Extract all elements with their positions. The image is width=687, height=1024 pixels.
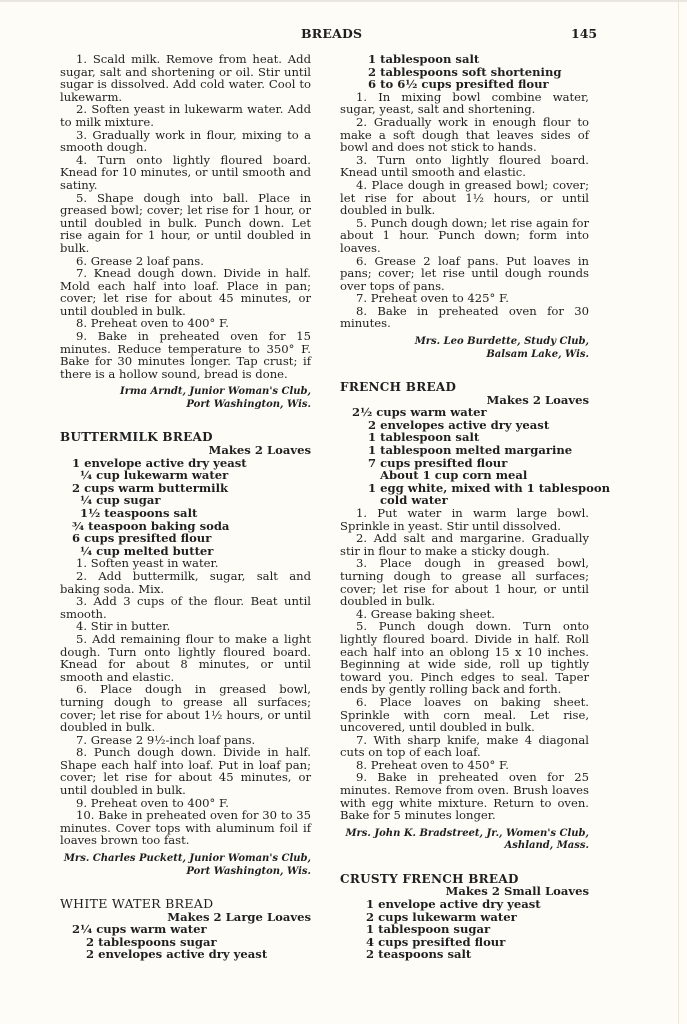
recipe-step: 5. Punch dough down; let rise again for about 1 hour. Punch down; form into loaves. <box>340 215 589 255</box>
ingredient: ¼ cup lukewarm water <box>80 468 229 483</box>
credit-location: Port Washington, Wis. <box>186 865 311 877</box>
continued-recipe-steps <box>60 53 311 380</box>
ingredient: 2 envelopes active dry yeast <box>86 947 268 962</box>
ingredient: 1 envelope active dry yeast <box>366 897 541 912</box>
ingredient: ¼ cup melted butter <box>80 543 214 558</box>
credit-name: Mrs. Leo Burdette, Study Club, <box>414 336 589 348</box>
recipe-yield: Makes 2 Large Loaves <box>167 909 311 924</box>
ingredient: 7 cups presifted flour <box>368 455 508 470</box>
ingredient: 2 tablespoons sugar <box>86 934 217 949</box>
credit-name: Mrs. John K. Bradstreet, Jr., Women's Club, <box>345 827 589 839</box>
recipe-step: 4. Place dough in greased bowl; cover; let rise for about 1½ hours, or until doubled in bulk. <box>340 177 589 218</box>
recipe-step: 1. Soften yeast in water. <box>76 556 219 571</box>
recipe-title: FRENCH BREAD <box>340 380 457 395</box>
credit-name: Mrs. Charles Puckett, Junior Woman's Club, <box>63 853 311 865</box>
recipe-step: 9. Preheat oven to 400° F. <box>76 795 229 810</box>
credit-location: Port Washington, Wis. <box>186 398 311 410</box>
ingredient: ¼ cup sugar <box>80 493 161 508</box>
credit-name: Irma Arndt, Junior Woman's Club, <box>120 386 311 398</box>
recipe-step: 1. Scald milk. Remove from heat. Add sugar, salt and shortening or oil. Stir until sugar is dissolved. Add cold water. Cool to lukewarm. <box>60 52 311 104</box>
recipe-step: 8. Punch dough down. Divide in half. Shape each half into loaf. Put in loaf pan; cover; let rise for about 45 minutes, or until doubled in bulk. <box>60 745 311 798</box>
ingredient: 1 tablespoon salt <box>368 430 480 445</box>
recipe-step: 4. Grease baking sheet. <box>356 606 495 621</box>
recipe-white-water-bread-continued <box>340 53 589 361</box>
recipe-step: 8. Preheat oven to 400° F. <box>76 316 229 331</box>
page-top-edge <box>0 0 687 2</box>
recipe-step: 7. Knead dough down. Divide in half. Mold each half into loaf. Place in pan; cover; let rise for about 45 minutes, or until doubled in bulk. <box>60 266 311 318</box>
recipe-step: 3. Turn onto lightly floured board. Knead until smooth and elastic. <box>340 152 589 180</box>
left-column <box>60 53 311 961</box>
section-title: BREADS <box>301 26 363 41</box>
ingredient: 1 tablespoon sugar <box>366 922 491 937</box>
ingredient: 2½ cups warm water <box>352 405 487 420</box>
recipe-yield: Makes 2 Small Loaves <box>445 884 589 899</box>
recipe-step: 4. Turn onto lightly floured board. Knead for 10 minutes, or until smooth and satiny. <box>60 152 311 192</box>
recipe-step: 6. Place dough in greased bowl, turning dough to grease all surfaces; cover; let rise for about 1½ hours, or until doubled in bulk. <box>60 682 311 735</box>
recipe-step: 2. Add buttermilk, sugar, salt and baking soda. Mix. <box>60 568 311 596</box>
recipe-step: 3. Gradually work in flour, mixing to a smooth dough. <box>60 127 311 155</box>
recipe-title: WHITE WATER BREAD <box>60 896 214 912</box>
ingredient: 4 cups presifted flour <box>366 934 506 949</box>
ingredient: 1 envelope active dry yeast <box>72 455 247 470</box>
recipe-step: 1. Put water in warm large bowl. Sprinkle in yeast. Stir until dissolved. <box>340 506 589 533</box>
recipe-step: 7. With sharp knife, make 4 diagonal cuts on top of each loaf. <box>340 732 589 760</box>
recipe-step: 8. Bake in preheated oven for 30 minutes. <box>340 303 589 331</box>
recipe-yield: Makes 2 Loaves <box>208 443 311 458</box>
recipe-step: 7. Preheat oven to 425° F. <box>356 291 509 306</box>
recipe-title: CRUSTY FRENCH BREAD <box>340 871 519 886</box>
ingredient: 1½ teaspoons salt <box>80 506 198 520</box>
recipe-step: 1. In mixing bowl combine water, sugar, yeast, salt and shortening. <box>340 89 589 117</box>
recipe-credit <box>60 386 311 411</box>
ingredient: 2 cups warm buttermilk <box>72 480 229 495</box>
recipe-step: 5. Add remaining flour to make a light dough. Turn onto lightly floured board. Knead for about 8 minutes, or until smooth and elastic. <box>60 631 311 684</box>
recipe-step: 6. Place loaves on baking sheet. Sprinkle with corn meal. Let rise, uncovered, until doubled in bulk. <box>340 694 589 735</box>
ingredient: 2 cups lukewarm water <box>366 909 517 924</box>
recipe-step: 5. Punch dough down. Turn onto lightly floured board. Divide in half. Roll each half into an oblong 15 x 10 inches. Beginning at wide side, roll up tightly toward you. Pinch edges to seal. Taper ends by gently rolling back and forth. <box>340 619 589 697</box>
ingredient: ¾ teaspoon baking soda <box>72 518 230 533</box>
credit-location: Balsam Lake, Wis. <box>486 348 589 360</box>
recipe-step: 3. Add 3 cups of the flour. Beat until smooth. <box>60 594 311 621</box>
recipe-step: 8. Preheat oven to 450° F. <box>356 757 509 772</box>
page-right-edge <box>678 0 679 1024</box>
recipe-french-bread <box>340 380 611 853</box>
credit-location: Ashland, Mass. <box>504 840 589 852</box>
recipe-step: 9. Bake in preheated oven for 25 minutes. Remove from oven. Brush loaves with egg white mixture. Return to oven. Bake for 5 minutes longer. <box>340 770 589 823</box>
recipe-step: 2. Add salt and margarine. Gradually stir in flour to make a sticky dough. <box>340 531 589 558</box>
recipe-step: 5. Shape dough into ball. Place in greased bowl; cover; let rise for 1 hour, or until doubled in bulk. Punch down. Let rise again for 1 hour, or until doubled in bulk. <box>60 190 311 255</box>
recipe-step: 2. Gradually work in enough flour to make a soft dough that leaves sides of bowl and does not stick to hands. <box>340 114 589 155</box>
ingredient: 6 cups presifted flour <box>72 531 212 546</box>
recipe-title: BUTTERMILK BREAD <box>60 430 213 445</box>
ingredient: 1 egg white, mixed with 1 tablespoon <box>368 480 611 495</box>
ingredient: 2 teaspoons salt <box>366 947 472 962</box>
recipe-step: 6. Grease 2 loaf pans. Put loaves in pans; cover; let rise until dough rounds over tops of pans. <box>340 253 589 293</box>
recipe-step: 2. Soften yeast in lukewarm water. Add to milk mixture. <box>60 102 311 129</box>
ingredient: 2 tablespoons soft shortening <box>368 64 562 79</box>
ingredient: 2 envelopes active dry yeast <box>368 417 550 432</box>
ingredient: cold water <box>380 493 448 508</box>
recipe-step: 7. Grease 2 9½-inch loaf pans. <box>76 732 256 747</box>
recipe-step: 6. Grease 2 loaf pans. <box>76 253 204 268</box>
ingredient: About 1 cup corn meal <box>380 468 528 483</box>
recipe-white-water-bread <box>60 898 311 961</box>
ingredient: 1 tablespoon salt <box>368 52 480 66</box>
recipe-step: 10. Bake in preheated oven for 30 to 35 minutes. Cover tops with aluminum foil if loaves brown too fast. <box>60 808 311 848</box>
recipe-buttermilk-bread <box>60 431 311 878</box>
ingredient: 2¼ cups warm water <box>72 922 207 937</box>
recipe-credit <box>340 828 589 853</box>
recipe-credit <box>60 853 311 878</box>
recipe-crusty-french-bread <box>340 873 589 961</box>
ingredient: 6 to 6½ cups presifted flour <box>368 77 549 92</box>
ingredient: 1 tablespoon melted margarine <box>368 443 573 458</box>
recipe-credit <box>340 336 589 361</box>
recipe-step: 3. Place dough in greased bowl, turning dough to grease all surfaces; cover; let rise for about 1 hour, or until doubled in bulk. <box>340 556 589 609</box>
recipe-step: 4. Stir in butter. <box>76 619 171 634</box>
recipe-yield: Makes 2 Loaves <box>486 392 589 407</box>
page-number: 145 <box>571 26 598 41</box>
recipe-step: 9. Bake in preheated oven for 15 minutes. Reduce temperature to 350° F. Bake for 30 minutes longer. Tap crust; if there is a hollow sound, bread is done. <box>60 329 311 381</box>
right-column <box>340 52 611 962</box>
running-header <box>0 26 687 42</box>
